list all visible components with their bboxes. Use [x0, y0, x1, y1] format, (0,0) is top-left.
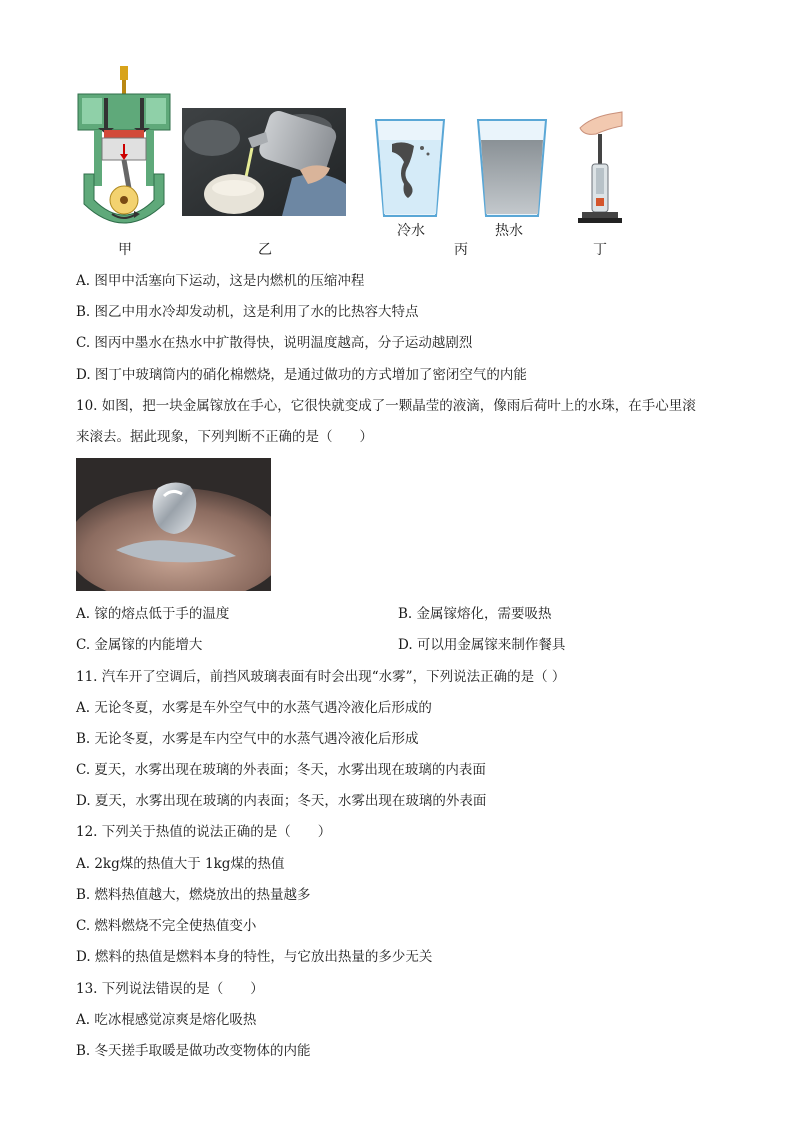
- q10-stem-line2: 来滚去。据此现象，下列判断不正确的是（ ）: [76, 429, 373, 445]
- q10-option-b: B. 金属镓熔化，需要吸热: [398, 606, 552, 622]
- q11-option-c: C. 夏天，水雾出现在玻璃的外表面；冬天，水雾出现在玻璃的内表面: [76, 762, 486, 778]
- figure-caption-jia: 甲: [118, 242, 132, 258]
- q9-option-a: A. 图甲中活塞向下运动，这是内燃机的压缩冲程: [76, 273, 365, 289]
- coolant-photo: [182, 108, 346, 216]
- hot-water-beaker: [474, 118, 550, 218]
- cold-water-beaker: [372, 118, 448, 218]
- q11-option-b: B. 无论冬夏，水雾是车内空气中的水蒸气遇冷液化后形成: [76, 731, 419, 747]
- beaker-label-cold: 冷水: [397, 223, 425, 239]
- q12-stem: 12. 下列关于热值的说法正确的是（ ）: [76, 824, 332, 840]
- q11-option-d: D. 夏天，水雾出现在玻璃的内表面；冬天，水雾出现在玻璃的外表面: [76, 793, 487, 809]
- q12-option-d: D. 燃料的热值是燃料本身的特性，与它放出热量的多少无关: [76, 949, 433, 965]
- q13-stem: 13. 下列说法错误的是（ ）: [76, 981, 264, 997]
- q10-option-c: C. 金属镓的内能增大: [76, 637, 203, 653]
- q12-option-c: C. 燃料燃烧不完全使热值变小: [76, 918, 257, 934]
- q11-option-a: A. 无论冬夏，水雾是车外空气中的水蒸气遇冷液化后形成的: [76, 700, 432, 716]
- q9-option-b: B. 图乙中用水冷却发动机，这是利用了水的比热容大特点: [76, 304, 419, 320]
- fire-piston-apparatus: [570, 108, 626, 228]
- gallium-in-hand-photo: [76, 458, 271, 591]
- q10-option-d: D. 可以用金属镓来制作餐具: [398, 637, 566, 653]
- q13-option-a: A. 吃冰棍感觉凉爽是熔化吸热: [76, 1012, 257, 1028]
- q12-option-b: B. 燃料热值越大，燃烧放出的热量越多: [76, 887, 311, 903]
- q9-option-d: D. 图丁中玻璃筒内的硝化棉燃烧，是通过做功的方式增加了密闭空气的内能: [76, 367, 527, 383]
- q12-option-a: A. 2kg煤的热值大于 1kg煤的热值: [76, 856, 285, 872]
- figure-caption-ding: 丁: [593, 242, 607, 258]
- q10-option-a: A. 镓的熔点低于手的温度: [76, 606, 230, 622]
- figure-caption-yi: 乙: [258, 242, 272, 258]
- figure-caption-bing: 丙: [454, 242, 468, 258]
- q13-option-b: B. 冬天搓手取暖是做功改变物体的内能: [76, 1043, 311, 1059]
- q9-option-c: C. 图丙中墨水在热水中扩散得快，说明温度越高，分子运动越剧烈: [76, 335, 473, 351]
- q11-stem: 11. 汽车开了空调后，前挡风玻璃表面有时会出现“水雾”，下列说法正确的是（ ）: [76, 669, 566, 685]
- engine-diagram: [76, 64, 172, 234]
- beaker-label-hot: 热水: [495, 223, 523, 239]
- q10-stem-line1: 10. 如图，把一块金属镓放在手心，它很快就变成了一颗晶莹的液滴，像雨后荷叶上的水珠，在手心里滚: [76, 398, 696, 414]
